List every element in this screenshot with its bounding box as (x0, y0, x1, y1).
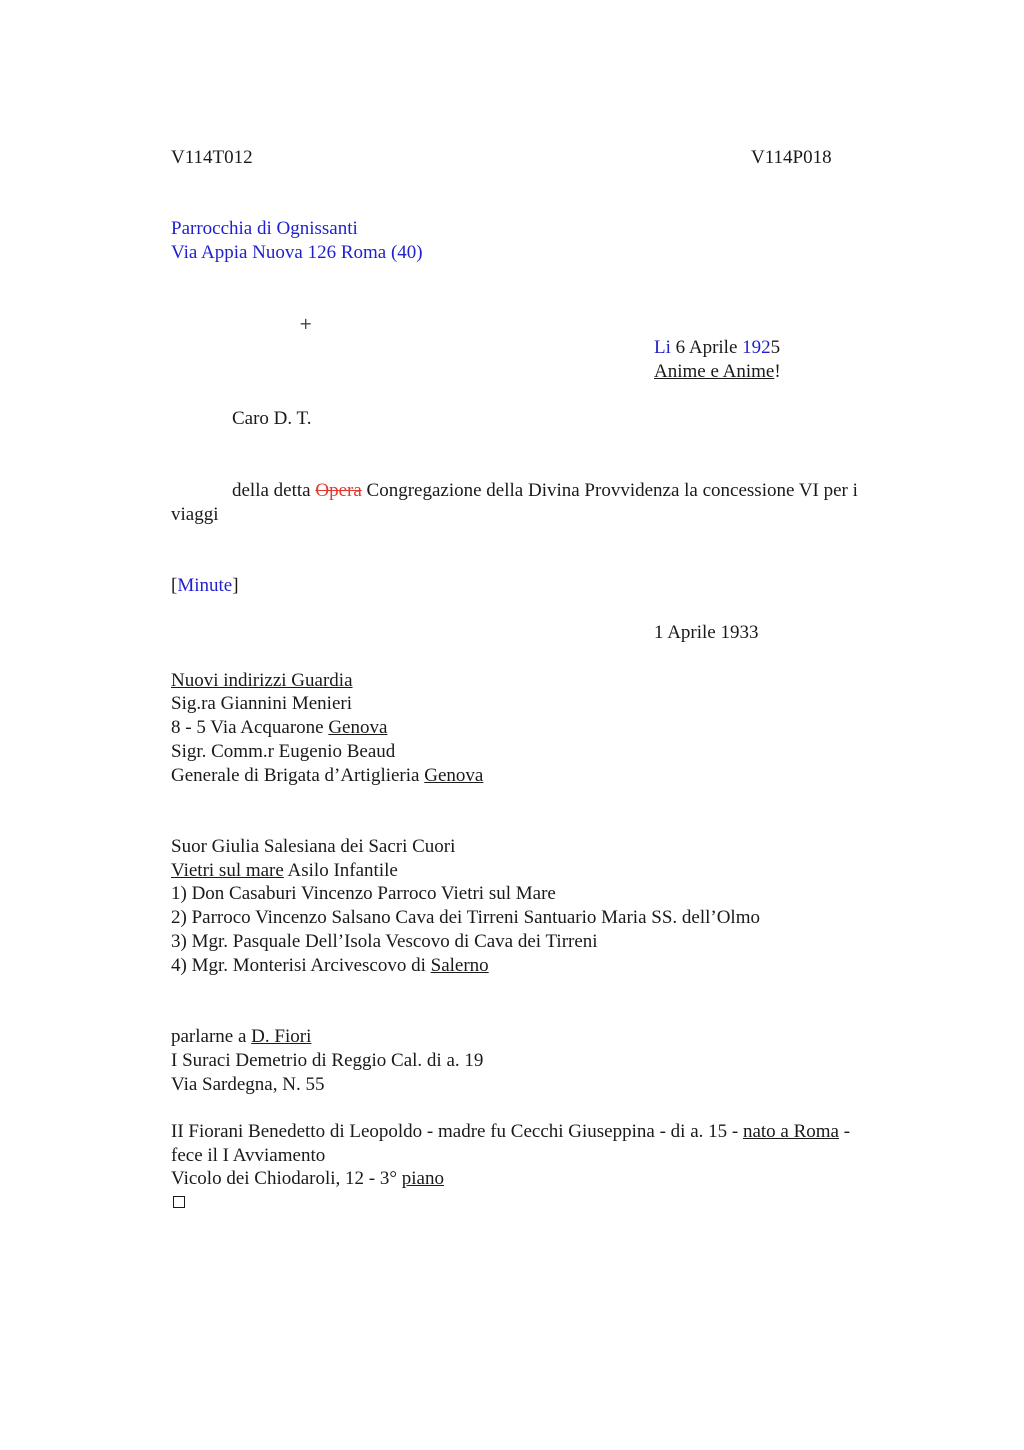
document-code-right: V114P018 (751, 147, 832, 168)
fiori-line-4-prefix: II Fiorani Benedetto di Leopoldo - madre fu Cecchi Giuseppina - di a. 15 - (171, 1121, 743, 1142)
guardia-line-4-title: Generale di Brigata d’Artiglieria (171, 765, 425, 786)
document-code-left: V114T012 (171, 147, 253, 168)
dateline-year-printed: 192 (742, 337, 771, 358)
vietri-line-1: Suor Giulia Salesiana dei Sacri Cuori (171, 836, 456, 857)
vietri-line-2-rest: Asilo Infantile (283, 860, 398, 881)
guardia-heading: Nuovi indirizzi Guardia (171, 670, 353, 691)
minute-close-bracket: ] (232, 575, 239, 596)
motto-punct: ! (774, 361, 781, 382)
dateline-prefix: Li (654, 337, 671, 358)
cross-mark: + (299, 314, 313, 333)
body-intro: della detta (232, 480, 316, 501)
letterhead-parish-address: Via Appia Nuova 126 Roma (40) (171, 242, 423, 263)
fiori-name: D. Fiori (251, 1026, 312, 1047)
guardia-line-2-city: Genova (328, 717, 388, 738)
vietri-item-4-city: Salerno (430, 955, 489, 976)
guardia-line-2 (171, 716, 387, 740)
minute-date: 1 Aprile 1933 (654, 622, 759, 643)
fiori-line-4-birth: nato a Roma (742, 1121, 839, 1142)
fiori-line-1-prefix: parlarne a (171, 1026, 252, 1047)
letter-body-line-1 (232, 479, 858, 503)
fiori-line-2: I Suraci Demetrio di Reggio Cal. di a. 19 (171, 1050, 484, 1071)
fiori-line-6-floor: piano (401, 1168, 444, 1189)
fiori-line-4 (171, 1120, 850, 1144)
fiori-line-5: fece il I Avviamento (171, 1145, 326, 1166)
fiori-line-6 (171, 1167, 444, 1191)
guardia-line-3: Sigr. Comm.r Eugenio Beaud (171, 741, 396, 762)
letter-motto (654, 360, 781, 384)
letter-dateline (654, 336, 780, 360)
guardia-line-2-address: 8 - 5 Via Acquarone (171, 717, 329, 738)
dateline-year-handwritten: 5 (770, 337, 781, 358)
vietri-item: 1) Don Casaburi Vincenzo Parroco Vietri sul Mare (171, 883, 556, 904)
letter-body-line-2: viaggi (171, 504, 219, 525)
vietri-line-2 (171, 859, 398, 883)
fiori-line-6-address: Vicolo dei Chiodaroli, 12 - 3° (171, 1168, 402, 1189)
guardia-line-4-city: Genova (424, 765, 484, 786)
letterhead-parish-name: Parrocchia di Ognissanti (171, 218, 358, 239)
empty-box-icon (173, 1196, 185, 1208)
vietri-item-4 (171, 954, 489, 978)
dateline-day-month: 6 Aprile (670, 337, 743, 358)
vietri-item: 2) Parroco Vincenzo Salsano Cava dei Tirreni Santuario Maria SS. dell’Olmo (171, 907, 760, 928)
letter-salutation: Caro D. T. (232, 408, 312, 429)
body-struck-word: Opera (315, 480, 362, 501)
minute-open-bracket: [ (171, 575, 178, 596)
minute-text: Minute (177, 575, 233, 596)
guardia-line-4 (171, 764, 483, 788)
guardia-line-1: Sig.ra Giannini Menieri (171, 693, 352, 714)
motto-text: Anime e Anime (654, 361, 775, 382)
minute-label (171, 574, 239, 598)
body-rest: Congregazione della Divina Provvidenza la concessione VI per i (361, 480, 858, 501)
vietri-place: Vietri sul mare (171, 860, 284, 881)
fiori-line-1 (171, 1025, 311, 1049)
fiori-line-3: Via Sardegna, N. 55 (171, 1074, 325, 1095)
vietri-item-4-prefix: 4) Mgr. Monterisi Arcivescovo di (171, 955, 431, 976)
fiori-line-4-suffix: - (838, 1121, 851, 1142)
vietri-item: 3) Mgr. Pasquale Dell’Isola Vescovo di Cava dei Tirreni (171, 931, 598, 952)
